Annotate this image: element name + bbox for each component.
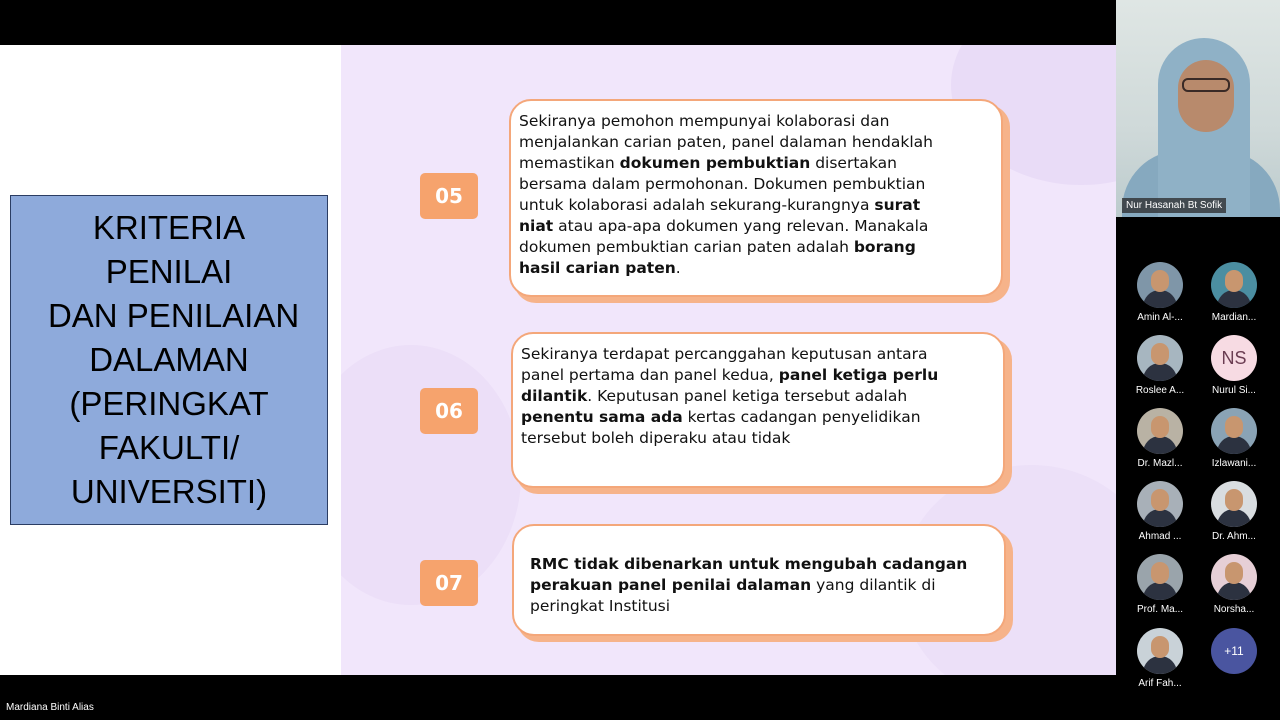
avatar-head: [1151, 489, 1169, 511]
participant-name: Nurul Si...: [1212, 385, 1256, 396]
item-card-text: [521, 344, 1003, 449]
avatar-head: [1151, 636, 1169, 658]
text: bersama dalam permohonan. Dokumen pembuktian: [519, 175, 926, 193]
participant-avatar: [1137, 335, 1183, 381]
card-text-line: [530, 554, 1004, 575]
item-number-badge: 06: [420, 388, 478, 434]
card-text-line: [519, 237, 1001, 258]
more-participants-button[interactable]: [1199, 628, 1269, 698]
participant-name: Mardian...: [1211, 312, 1257, 323]
participant-tile[interactable]: [1125, 335, 1195, 405]
avatar-body: [1217, 582, 1251, 600]
participant-tile[interactable]: [1125, 408, 1195, 478]
text: untuk kolaborasi adalah sekurang-kurangnya: [519, 196, 875, 214]
avatar-body: [1217, 509, 1251, 527]
avatar-head: [1151, 416, 1169, 438]
participant-tile[interactable]: [1125, 481, 1195, 551]
participant-tile[interactable]: [1125, 554, 1195, 624]
avatar-head: [1151, 270, 1169, 292]
avatar-body: [1143, 582, 1177, 600]
participant-tile[interactable]: [1199, 335, 1269, 405]
card-text-line: [519, 111, 1001, 132]
slide-title-box: [10, 195, 328, 525]
item-card-text: [519, 111, 1001, 279]
presenter-name-label: Mardiana Binti Alias: [6, 702, 94, 713]
card-text-line: [521, 365, 1003, 386]
participant-tile[interactable]: [1199, 554, 1269, 624]
item-number-badge: 07: [420, 560, 478, 606]
video-person-glasses: [1182, 78, 1230, 92]
participant-avatar: [1137, 554, 1183, 600]
more-count-badge: +11: [1211, 628, 1257, 674]
speaker-name-tag: Nur Hasanah Bt Sofik: [1122, 198, 1226, 213]
item-card-07: [512, 524, 1006, 636]
participant-name: Norsha...: [1213, 604, 1255, 615]
participant-name: Dr. Mazl...: [1137, 458, 1183, 469]
text: tersebut boleh diperaku atau tidak: [521, 429, 791, 447]
item-card-06: [511, 332, 1005, 488]
participant-name: Roslee A...: [1135, 385, 1185, 396]
card-text-line: [519, 174, 1001, 195]
avatar-body: [1143, 363, 1177, 381]
card-text-line: [521, 344, 1003, 365]
avatar-head: [1225, 489, 1243, 511]
participant-tile[interactable]: [1125, 628, 1195, 698]
bold-text: perakuan panel penilai dalaman: [530, 576, 812, 594]
item-card-05: [509, 99, 1003, 297]
slide-right-panel: [341, 45, 1116, 675]
card-text-line: [519, 258, 1001, 279]
slide-title-line: DALAMAN: [89, 341, 249, 378]
participant-name: Arif Fah...: [1138, 678, 1182, 689]
slide-title-line: UNIVERSITI): [70, 473, 268, 510]
participant-tile[interactable]: [1125, 262, 1195, 332]
participant-avatar: [1137, 481, 1183, 527]
participant-avatar: [1137, 262, 1183, 308]
card-text-line: [519, 195, 1001, 216]
text: panel pertama dan panel kedua,: [521, 366, 779, 384]
bold-text: dokumen pembuktian: [619, 154, 811, 172]
text: .: [675, 259, 681, 277]
participant-name: Prof. Ma...: [1136, 604, 1184, 615]
text: yang dilantik di: [811, 576, 936, 594]
text: Sekiranya pemohon mempunyai kolaborasi dan: [519, 112, 890, 130]
avatar-body: [1217, 290, 1251, 308]
slide-title-line: DAN PENILAIAN: [38, 297, 300, 334]
participant-initials: NS: [1211, 335, 1257, 381]
text: memastikan: [519, 154, 620, 172]
card-text-line: [521, 386, 1003, 407]
participant-avatar: [1211, 408, 1257, 454]
slide-title-line: KRITERIA: [92, 209, 246, 246]
shared-screen: [0, 45, 1116, 675]
avatar-body: [1217, 436, 1251, 454]
text: menjalankan carian paten, panel dalaman hendaklah: [519, 133, 933, 151]
card-text-line: [521, 407, 1003, 428]
text: peringkat Institusi: [530, 597, 671, 615]
avatar-head: [1225, 416, 1243, 438]
avatar-body: [1143, 290, 1177, 308]
card-text-line: [519, 153, 1001, 174]
bold-text: dilantik: [521, 387, 588, 405]
avatar-head: [1225, 562, 1243, 584]
bold-text: surat: [874, 196, 921, 214]
bold-text: niat: [519, 217, 554, 235]
bold-text: penentu sama ada: [521, 408, 683, 426]
card-text-line: [519, 216, 1001, 237]
bold-text: panel ketiga perlu: [778, 366, 939, 384]
participant-avatar: [1137, 628, 1183, 674]
text: disertakan: [810, 154, 897, 172]
text: kertas cadangan penyelidikan: [682, 408, 921, 426]
item-number-badge: 05: [420, 173, 478, 219]
participant-avatar: [1211, 481, 1257, 527]
active-speaker-video[interactable]: [1116, 0, 1280, 217]
card-text-line: [519, 132, 1001, 153]
participant-name: Ahmad ...: [1138, 531, 1182, 542]
participant-avatar: [1137, 408, 1183, 454]
card-text-line: [530, 596, 1004, 617]
avatar-body: [1143, 656, 1177, 674]
text: atau apa-apa dokumen yang relevan. Manakala: [553, 217, 929, 235]
bold-text: borang: [853, 238, 916, 256]
participant-tile[interactable]: [1199, 481, 1269, 551]
participant-tile[interactable]: [1199, 408, 1269, 478]
card-text-line: [530, 575, 1004, 596]
participant-avatar: [1211, 554, 1257, 600]
participant-tile[interactable]: [1199, 262, 1269, 332]
bold-text: hasil carian paten: [519, 259, 676, 277]
participant-name: Dr. Ahm...: [1212, 531, 1256, 542]
slide-title-line: (PERINGKAT: [69, 385, 269, 422]
participant-name: Izlawani...: [1211, 458, 1257, 469]
avatar-head: [1151, 562, 1169, 584]
avatar-body: [1143, 436, 1177, 454]
slide-title-line: PENILAI: [105, 253, 233, 290]
video-person-face: [1178, 60, 1234, 132]
text: dokumen pembuktian carian paten adalah: [519, 238, 854, 256]
avatar-head: [1225, 270, 1243, 292]
slide-title-line: FAKULTI/: [98, 429, 240, 466]
slide-title: [39, 206, 299, 514]
card-text-line: [521, 428, 1003, 449]
slide-left-panel: [0, 45, 341, 675]
avatar-head: [1151, 343, 1169, 365]
item-card-text: [530, 554, 1004, 617]
text: . Keputusan panel ketiga tersebut adalah: [587, 387, 908, 405]
participant-avatar: [1211, 262, 1257, 308]
avatar-body: [1143, 509, 1177, 527]
participant-name: Amin Al-...: [1137, 312, 1183, 323]
bold-text: RMC tidak dibenarkan untuk mengubah cadangan: [530, 555, 968, 573]
text: Sekiranya terdapat percanggahan keputusan antara: [521, 345, 928, 363]
